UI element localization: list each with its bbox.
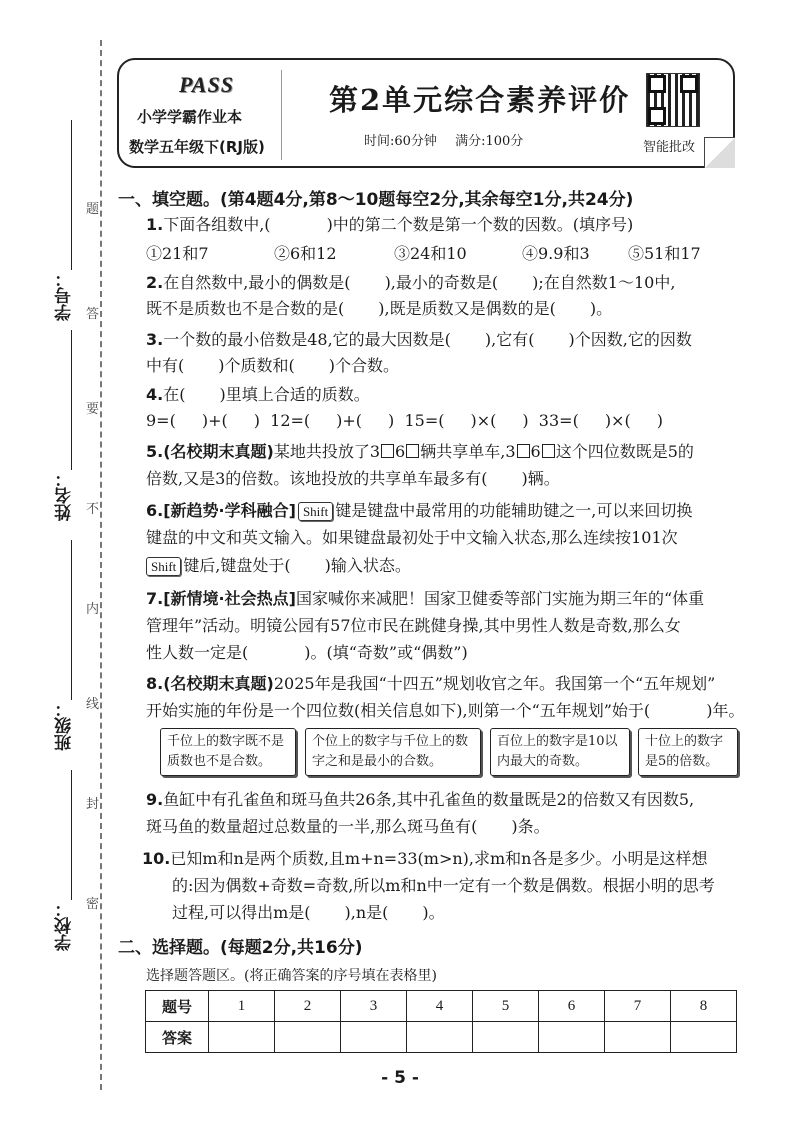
question-number: 3 bbox=[341, 991, 407, 1022]
question-3-line-2: 中有( )个质数和( )个合数。 bbox=[146, 356, 399, 375]
answer-area-instruction: 选择题答题区。(将正确答案的序号填在表格里) bbox=[146, 968, 437, 984]
question-number: 5 bbox=[473, 991, 539, 1022]
question-6-line-2: 键盘的中文和英文输入。如果键盘最初处于中文输入状态,那么连续按101次 bbox=[146, 528, 678, 547]
question-number: 1 bbox=[209, 991, 275, 1022]
exam-meta bbox=[364, 130, 523, 149]
question-3: 3.一个数的最小倍数是48,它的最大因数是( ),它有( )个因数,它的因数 bbox=[146, 330, 692, 349]
table-row bbox=[146, 991, 737, 1022]
clue-card-2: 个位上的数字与千位上的数字之和是最小的合数。 bbox=[305, 728, 481, 776]
full-score: 满分:100分 bbox=[455, 134, 524, 149]
student-id-field[interactable] bbox=[71, 120, 72, 270]
section-2-title: 二、选择题。(每题2分,共16分) bbox=[118, 938, 363, 958]
answer-cell[interactable] bbox=[275, 1022, 341, 1053]
trend-tag: [新趋势·学科融合] bbox=[163, 501, 296, 520]
question-number: 4 bbox=[407, 991, 473, 1022]
table-header-answer: 答案 bbox=[146, 1022, 209, 1053]
question-1: 1.下面各组数中,( )中的第二个数是第一个数的因数。(填序号) bbox=[146, 215, 634, 234]
page-title: 第2单元综合素养评价 bbox=[329, 83, 631, 117]
school-field[interactable] bbox=[71, 770, 72, 900]
question-4: 4.在( )里填上合适的质数。 bbox=[146, 385, 370, 404]
trend-tag: [新情境·社会热点] bbox=[163, 589, 296, 608]
question-5-line-2: 倍数,又是3的倍数。该地投放的共享单车最多有( )辆。 bbox=[146, 469, 560, 488]
answer-table bbox=[145, 990, 737, 1053]
pass-logo: PASS bbox=[179, 72, 234, 97]
clue-card-4: 十位上的数字是5的倍数。 bbox=[638, 728, 738, 776]
table-header-question: 题号 bbox=[146, 991, 209, 1022]
answer-cell[interactable] bbox=[341, 1022, 407, 1053]
page-fold-corner bbox=[704, 137, 735, 168]
digit-box[interactable] bbox=[406, 444, 419, 458]
answer-cell[interactable] bbox=[605, 1022, 671, 1053]
seal-char: 密 bbox=[86, 890, 99, 915]
answer-cell[interactable] bbox=[671, 1022, 737, 1053]
seal-char: 内 bbox=[86, 595, 99, 620]
question-number: 6 bbox=[539, 991, 605, 1022]
seal-char: 答 bbox=[86, 300, 99, 325]
answer-cell[interactable] bbox=[539, 1022, 605, 1053]
time-limit: 时间:60分钟 bbox=[364, 134, 437, 149]
cut-line bbox=[100, 40, 102, 1090]
source-tag: (名校期末真题) bbox=[163, 442, 274, 461]
question-8: 8.(名校期末真题)2025年是我国“十四五”规划收官之年。我国第一个“五年规划” bbox=[146, 674, 716, 693]
page-number: - 5 - bbox=[381, 1068, 419, 1088]
header-banner bbox=[117, 58, 735, 168]
question-7: 7.[新情境·社会热点]国家喊你来减肥！国家卫健委等部门实施为期三年的“体重 bbox=[146, 589, 705, 608]
question-2-line-2: 既不是质数也不是合数的是( ),既是质数又是偶数的是( )。 bbox=[146, 299, 613, 318]
student-id-label: 学号： bbox=[55, 270, 75, 321]
question-9: 9.鱼缸中有孔雀鱼和斑马鱼共26条,其中孔雀鱼的数量既是2的倍数又有因数5, bbox=[146, 790, 695, 809]
question-number: 8 bbox=[671, 991, 737, 1022]
school-label: 学校： bbox=[55, 900, 75, 951]
question-10: 10.已知m和n是两个质数,且m+n=33(m>n),求m和n各是多少。小明是这样想 bbox=[142, 849, 708, 868]
question-4-equations: 9=( )+( ) 12=( )+( ) 15=( )×( ) 33=( )×( ) bbox=[146, 411, 663, 430]
seal-char: 要 bbox=[86, 395, 99, 420]
answer-cell[interactable] bbox=[209, 1022, 275, 1053]
class-field[interactable] bbox=[71, 540, 72, 700]
question-7-line-3: 性人数一定是( )。(填“奇数”或“偶数”) bbox=[146, 643, 468, 662]
digit-box[interactable] bbox=[542, 444, 555, 458]
header-divider bbox=[281, 70, 282, 160]
option-2: ②6和12 bbox=[274, 244, 337, 263]
section-1-title: 一、填空题。(第4题4分,第8～10题每空2分,其余每空1分,共24分) bbox=[118, 190, 634, 210]
question-2: 2.在自然数中,最小的偶数是( ),最小的奇数是( );在自然数1～10中, bbox=[146, 273, 676, 292]
question-10-line-2: 的:因为偶数+奇数=奇数,所以m和n中一定有一个数是偶数。根据小明的思考 bbox=[172, 876, 715, 895]
qr-code-icon[interactable] bbox=[646, 73, 700, 127]
option-5: ⑤51和17 bbox=[628, 244, 701, 263]
smart-grading-label: 智能批改 bbox=[643, 140, 696, 155]
class-label: 班级： bbox=[55, 700, 75, 751]
question-10-line-3: 过程,可以得出m是( ),n是( )。 bbox=[172, 903, 445, 922]
seal-char: 不 bbox=[86, 495, 99, 520]
digit-box[interactable] bbox=[517, 444, 530, 458]
clue-card-3: 百位上的数字是10以内最大的奇数。 bbox=[490, 728, 630, 776]
question-7-line-2: 管理年”活动。明镜公园有57位市民在跳健身操,其中男性人数是奇数,那么女 bbox=[146, 616, 681, 635]
source-tag: (名校期末真题) bbox=[163, 674, 274, 693]
answer-cell[interactable] bbox=[407, 1022, 473, 1053]
option-3: ③24和10 bbox=[394, 244, 467, 263]
question-9-line-2: 斑马鱼的数量超过总数量的一半,那么斑马鱼有( )条。 bbox=[146, 817, 550, 836]
option-4: ④9.9和3 bbox=[522, 244, 590, 263]
digit-box[interactable] bbox=[381, 444, 394, 458]
question-5: 5.(名校期末真题)某地共投放了3 6 辆共享单车,3 6 这个四位数既是5的 bbox=[146, 442, 694, 461]
option-1: ①21和7 bbox=[146, 244, 209, 263]
shift-key-icon: Shift bbox=[146, 557, 181, 576]
question-8-line-2: 开始实施的年份是一个四位数(相关信息如下),则第一个“五年规划”始于( )年。 bbox=[146, 701, 745, 720]
seal-char: 线 bbox=[86, 690, 99, 715]
question-6: 6.[新趋势·学科融合] Shift 键是键盘中最常用的功能辅助键之一,可以来回切换 bbox=[146, 501, 693, 520]
clue-card-1: 千位上的数字既不是质数也不是合数。 bbox=[160, 728, 296, 776]
name-label: 姓名： bbox=[55, 470, 75, 521]
binding-margin bbox=[0, 0, 110, 1130]
name-field[interactable] bbox=[71, 330, 72, 470]
seal-char: 题 bbox=[86, 195, 99, 220]
answer-cell[interactable] bbox=[473, 1022, 539, 1053]
question-number: 2 bbox=[275, 991, 341, 1022]
question-6-line-3: Shift 键后,键盘处于( )输入状态。 bbox=[146, 556, 411, 576]
shift-key-icon: Shift bbox=[298, 502, 333, 521]
question-number: 7 bbox=[605, 991, 671, 1022]
grade-label: 数学五年级下(RJ版) bbox=[129, 138, 265, 156]
seal-char: 封 bbox=[86, 790, 99, 815]
brand-name: 小学学霸作业本 bbox=[137, 108, 243, 126]
table-row bbox=[146, 1022, 737, 1053]
